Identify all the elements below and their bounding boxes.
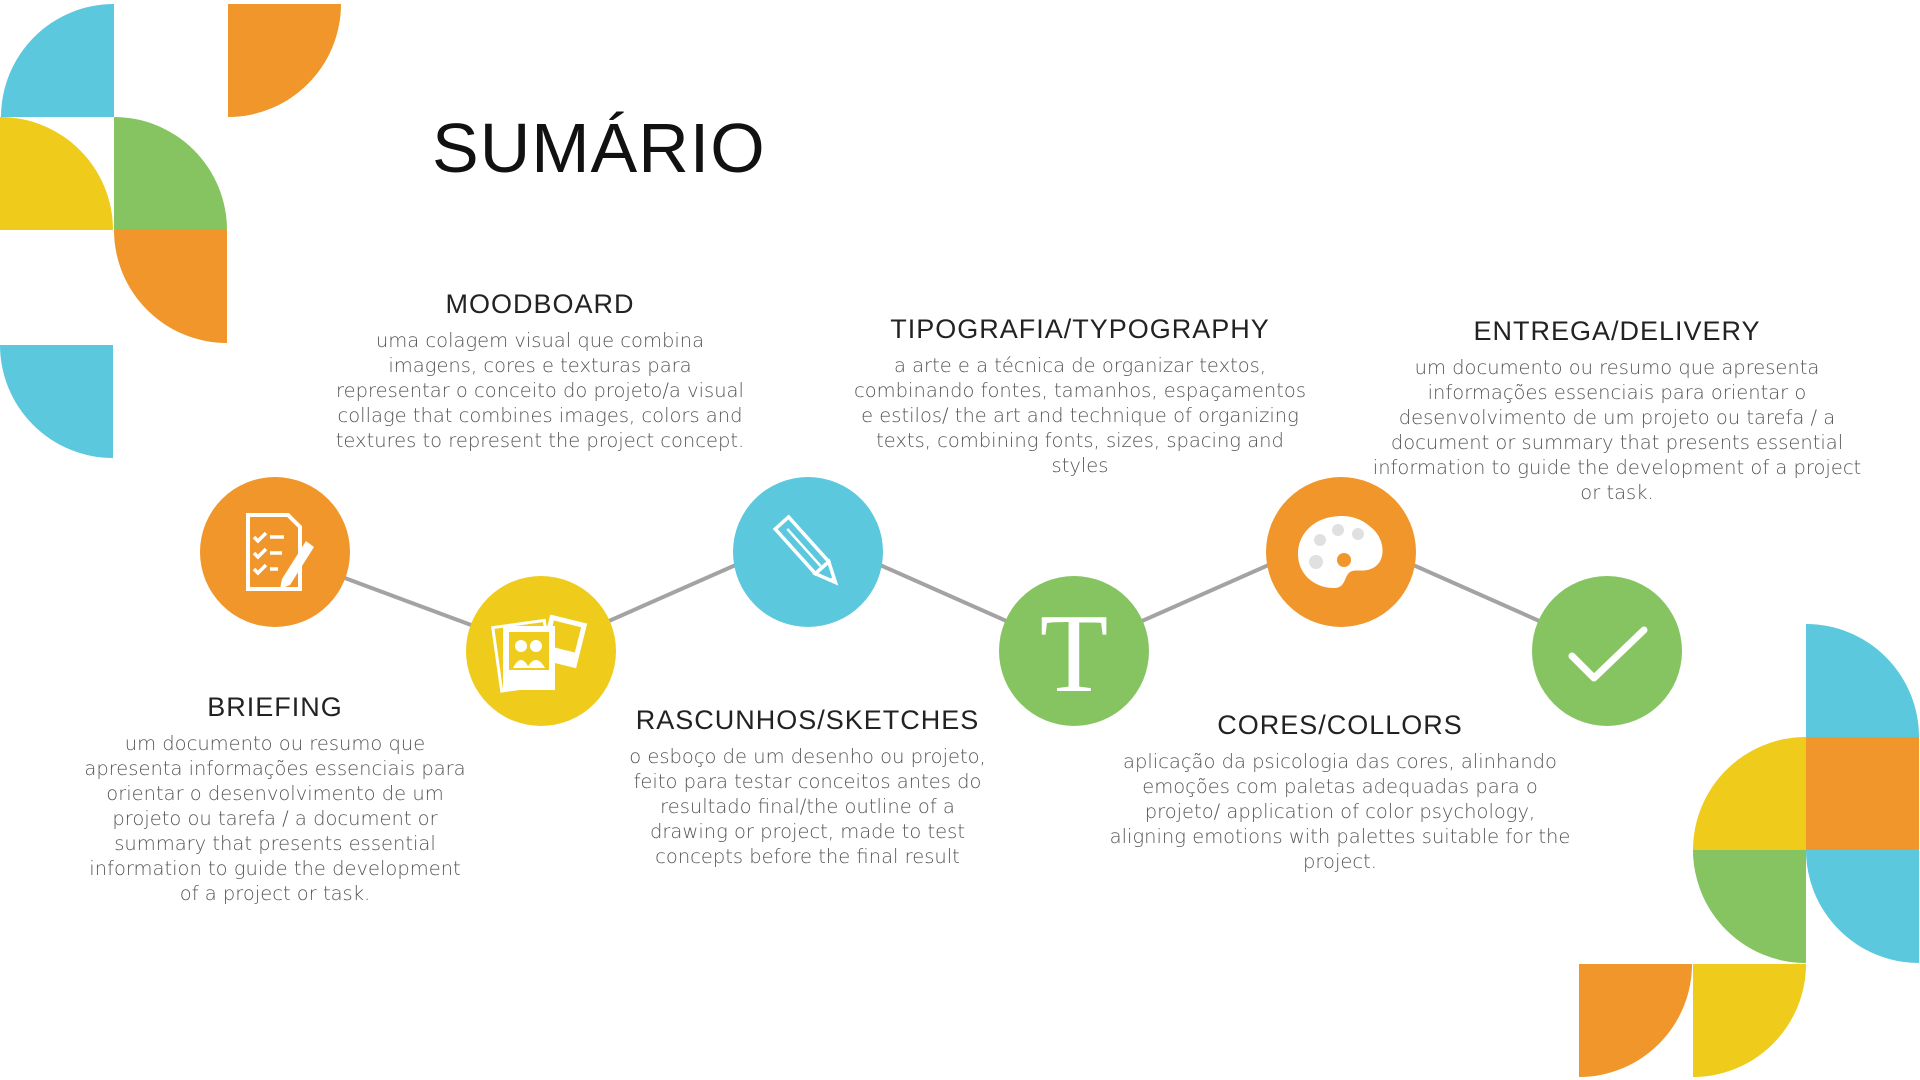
checklist-icon: [230, 507, 320, 597]
step-heading: ENTREGA/DELIVERY: [1473, 316, 1761, 346]
step-heading: MOODBOARD: [445, 289, 635, 319]
photos-icon: [491, 606, 591, 696]
step-node-moodboard: [466, 576, 616, 726]
step-heading: TIPOGRAFIA/TYPOGRAPHY: [890, 314, 1270, 344]
step-node-delivery: [1532, 576, 1682, 726]
page-title: SUMÁRIO: [432, 109, 766, 187]
step-description: uma colagem visual que combina imagens, cores e texturas para representar o conceito do projeto/a visual collage that combines images, colors and textures to represent the project concept.: [335, 329, 745, 452]
step-block-typography: [850, 314, 1310, 478]
step-heading: CORES/COLLORS: [1217, 710, 1463, 740]
step-description: um documento ou resumo que apresenta informações essenciais para orientar o desenvolvimento de um projeto ou tarefa / a document or summary that presents essential information to guide the development of a project or task.: [1372, 356, 1862, 504]
step-block-colors: [1105, 710, 1575, 874]
pencil-icon: [763, 507, 853, 597]
step-node-briefing: [200, 477, 350, 627]
typography-t-icon: T: [1039, 592, 1109, 716]
palette-icon: [1294, 512, 1388, 592]
step-description: aplicação da psicologia das cores, alinhando emoções com paletas adequadas para o projeto/ application of color psychology, aligning emotions with palettes suitable for the project.: [1109, 750, 1571, 873]
step-description: a arte e a técnica de organizar textos, combinando fontes, tamanhos, espaçamentos e estilos/ the art and technique of organizing texts, combining fonts, sizes, spacing and styles: [854, 354, 1306, 477]
step-heading: RASCUNHOS/SKETCHES: [635, 705, 980, 735]
checkmark-icon: [1562, 606, 1652, 696]
step-block-briefing: [80, 692, 470, 906]
step-node-sketches: [733, 477, 883, 627]
step-description: o esboço de um desenho ou projeto, feito para testar conceitos antes do resultado final/the outline of a drawing or project, made to test concepts before the final result: [629, 745, 986, 868]
step-block-moodboard: [330, 289, 750, 453]
step-block-sketches: [620, 705, 995, 869]
step-node-typography: [999, 576, 1149, 726]
step-description: um documento ou resumo que apresenta informações essenciais para orientar o desenvolvimento de um projeto ou tarefa / a document or summary that presents essential information to guide the development of a project or task.: [84, 732, 466, 905]
step-block-delivery: [1362, 316, 1872, 505]
step-heading: BRIEFING: [207, 692, 343, 722]
